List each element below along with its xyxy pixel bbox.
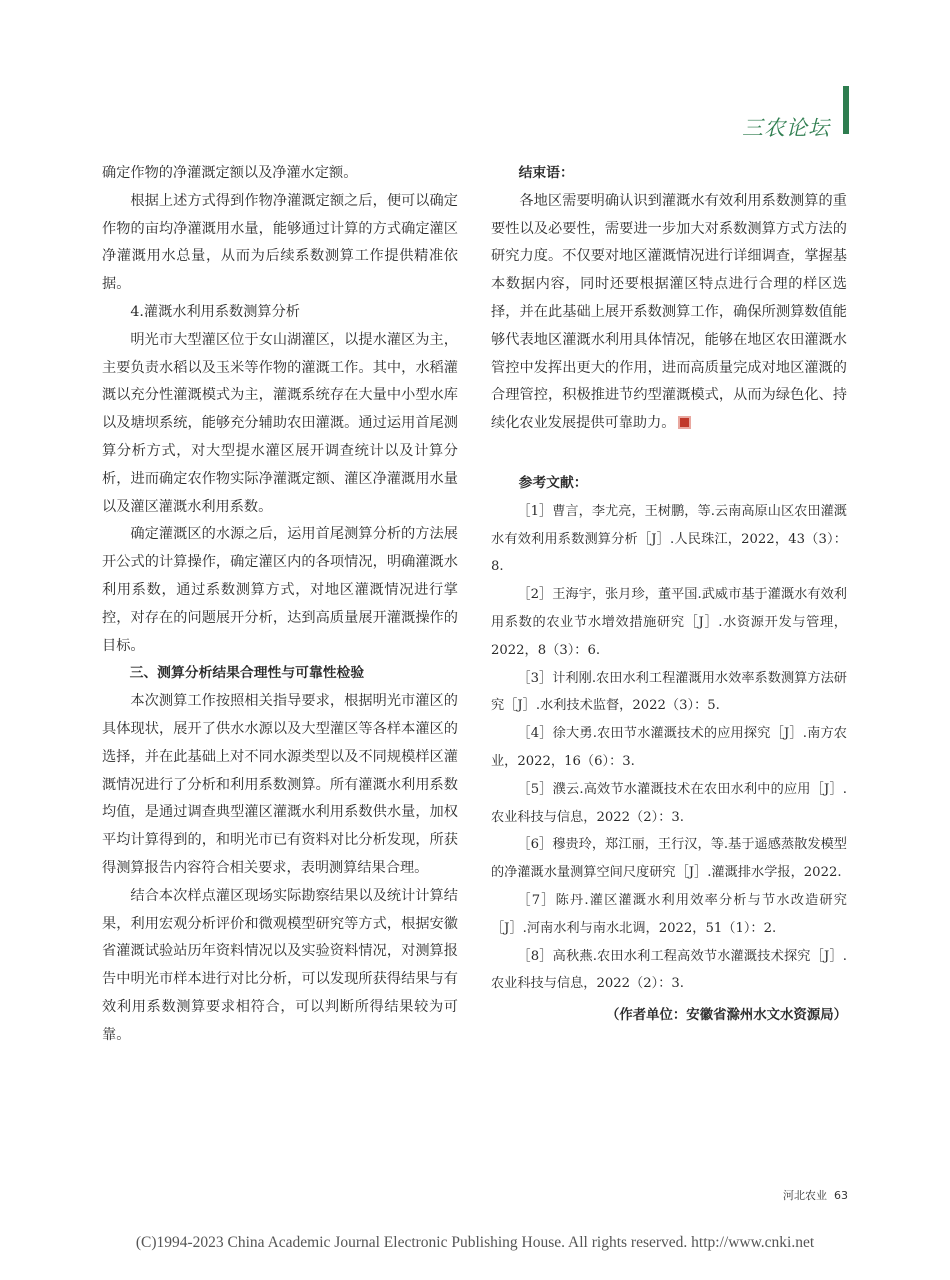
- author-unit: （作者单位：安徽省滁州水文水资源局）: [605, 1008, 847, 1024]
- left-column: [102, 160, 458, 1050]
- reference-item: ［2］王海宇，张月珍，董平国.武威市基于灌溉水有效利用系数的农业节水增效措施研究［J］.水资源开发与管理，2022，8（3）：6.: [491, 587, 847, 658]
- paragraph: 本次测算工作按照相关指导要求，根据明光市灌区的具体现状，展开了供水水源以及大型灌区等各样本灌区的选择，并在此基础上对不同水源类型以及不同规模样区灌溉情况进行了分析和利用系数测算。所有灌溉水利用系数均值，是通过调查典型灌区灌溉水利用系数供水量，加权平均计算得到的，和明光市已有资料对比分析发现，所获得测算报告内容符合相关要求，表明测算结果合理。: [102, 693, 458, 876]
- paragraph: 确定作物的净灌溉定额以及净灌水定额。: [102, 165, 358, 181]
- conclusion-text: 各地区需要明确认识到灌溉水有效利用系数测算的重要性以及必要性，需要进一步加大对系数测算方式方法的研究力度。不仅要对地区灌溉情况进行详细调查，掌握基本数据内容，同时还要根据灌区特点进行合理的样区选择，并在此基础上展开系数测算工作，确保所测算数值能够代表地区灌溉水利用具体情况，能够在地区农田灌溉水管控中发挥出更大的作用，进而高质量完成对地区灌溉的合理管控，积极推进节约型灌溉模式，从而为绿色化、持续化农业发展提供可靠助力。: [491, 192, 847, 432]
- reference-item: ［4］徐大勇.农田节水灌溉技术的应用探究［J］.南方农业，2022，16（6）：3.: [491, 726, 847, 769]
- end-seal-icon: [678, 416, 691, 429]
- subsection-heading: 4.灌溉水利用系数测算分析: [130, 303, 300, 320]
- journal-name: 河北农业: [783, 1189, 827, 1202]
- paragraph: 明光市大型灌区位于女山湖灌区，以提水灌区为主，主要负责水稻以及玉米等作物的灌溉工作。其中，水稻灌溉以充分性灌溉模式为主，灌溉系统存在大量中小型水库以及塘坝系统，能够充分辅助农田灌溉。通过运用首尾测算分析方式，对大型提水灌区展开调查统计以及计算分析，进而确定农作物实际净灌溉定额、灌区净灌溉用水量以及灌区灌溉水利用系数。: [102, 331, 458, 515]
- conclusion-paragraph: [491, 188, 847, 438]
- page-number: 63: [834, 1189, 848, 1202]
- right-column: [491, 160, 847, 1030]
- header-accent-bar: [843, 86, 849, 134]
- reference-item: ［1］曹言，李尤亮，王树鹏，等.云南高原山区农田灌溉水有效利用系数测算分析［J］.人民珠江，2022，43（3）：8.: [491, 503, 847, 575]
- paragraph: 确定灌溉区的水源之后，运用首尾测算分析的方法展开公式的计算操作，确定灌区内的各项情况，明确灌溉水利用系数，通过系数测算方式，对地区灌溉情况进行掌控，对存在的问题展开分析，达到高质量展开灌溉操作的目标。: [102, 526, 458, 654]
- reference-item: ［8］高秋燕.农田水利工程高效节水灌溉技术探究［J］.农业科技与信息，2022（2）：3.: [491, 948, 847, 992]
- page-footer: [783, 1187, 848, 1203]
- reference-item: ［5］濮云.高效节水灌溉技术在农田水利中的应用［J］.农业科技与信息，2022（2）：3.: [491, 781, 847, 825]
- conclusion-heading: 结束语：: [518, 165, 574, 181]
- reference-item: ［6］穆贵玲，郑江丽，王行汉，等.基于遥感蒸散发模型的净灌溉水量测算空间尺度研究［J］.灌溉排水学报，2022.: [491, 837, 847, 881]
- reference-item: ［3］计利刚.农田水利工程灌溉用水效率系数测算方法研究［J］.水利技术监督，2022（3）：5.: [491, 670, 847, 714]
- section-heading: 三、测算分析结果合理性与可靠性检验: [129, 665, 365, 682]
- references-heading: 参考文献：: [518, 474, 588, 491]
- copyright-line: (C)1994-2023 China Academic Journal Electronic Publishing House. All rights reserved. http://www.cnki.net: [135, 1234, 815, 1251]
- paragraph: 结合本次样点灌区现场实际勘察结果以及统计计算结果，利用宏观分析评价和微观模型研究等方式，根据安徽省灌溉试验站历年资料情况以及实验资料情况，对测算报告中明光市样本进行对比分析，可以发现所获得结果与有效利用系数测算要求相符合，可以判断所得结果较为可靠。: [102, 887, 458, 1043]
- reference-item: ［7］陈丹.灌区灌溉水利用效率分析与节水改造研究［J］.河南水利与南水北调，2022，51（1）：2.: [491, 892, 847, 936]
- section-title: 三农论坛: [742, 116, 830, 140]
- paragraph: 根据上述方式得到作物净灌溉定额之后，便可以确定作物的亩均净灌溉用水量，能够通过计算的方式确定灌区净灌溉用水总量，从而为后续系数测算工作提供精准依据。: [102, 192, 458, 293]
